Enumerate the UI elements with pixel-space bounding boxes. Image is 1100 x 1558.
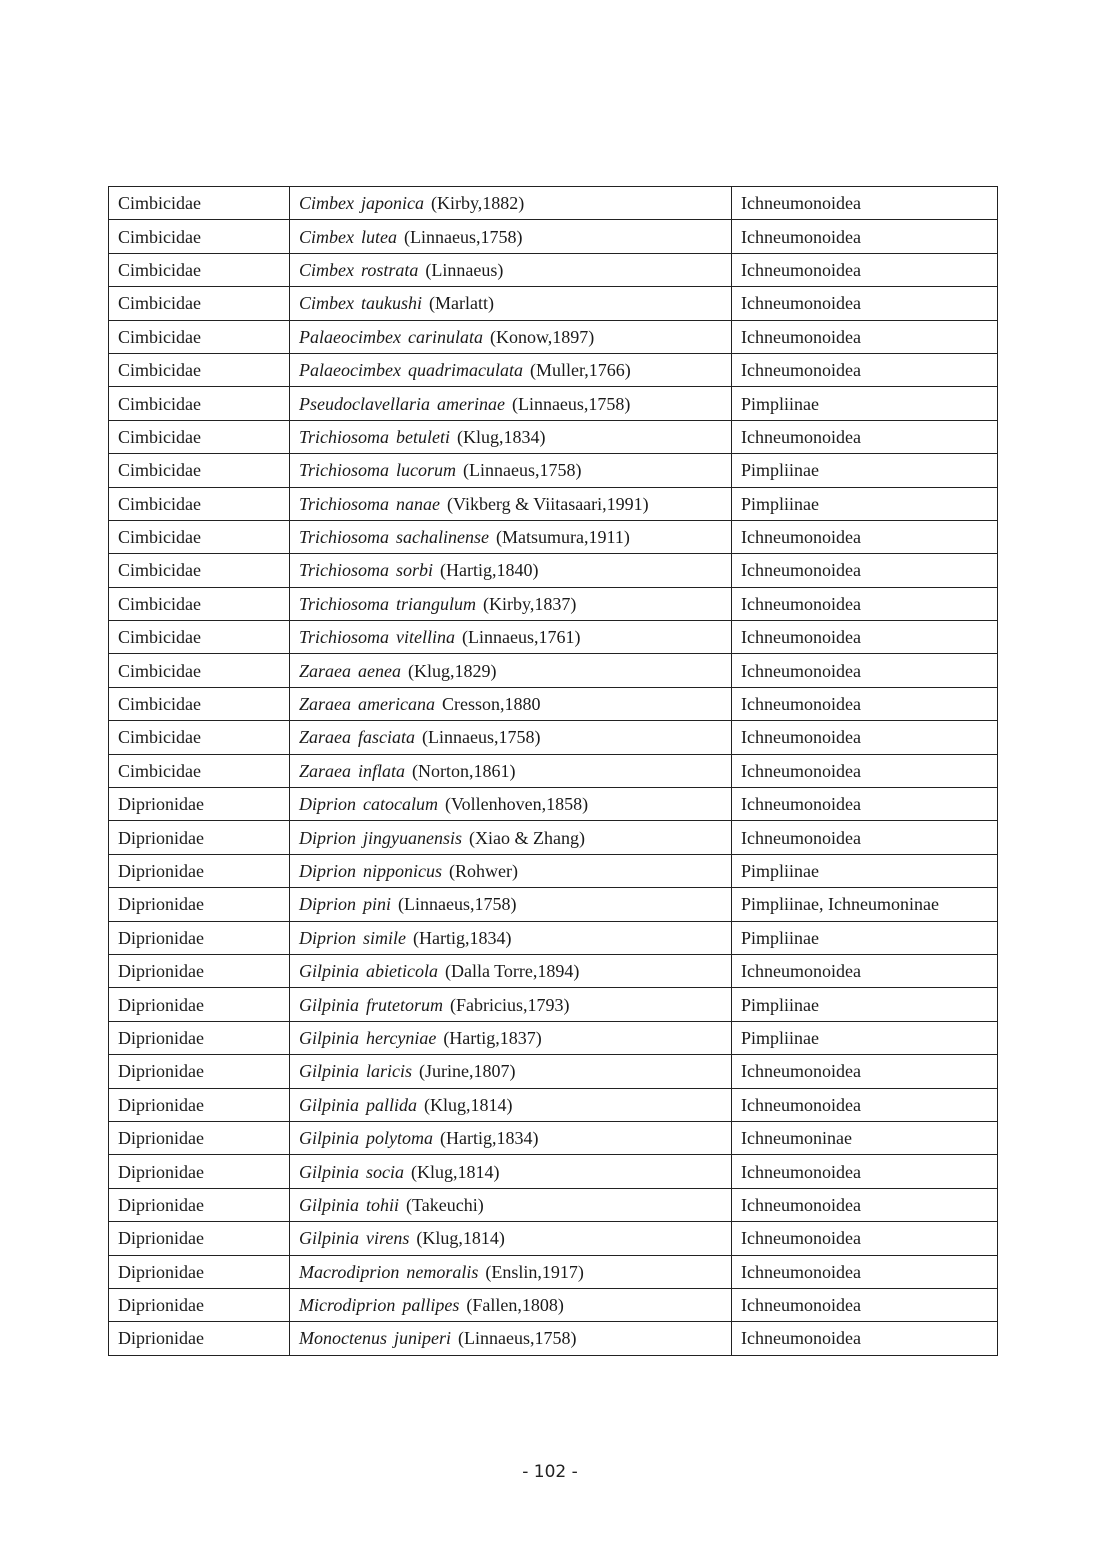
parasitoid-cell: Ichneumonoidea [732, 788, 998, 821]
species-epithet: virens [366, 1228, 410, 1249]
parasitoid-cell: Ichneumoninae [732, 1121, 998, 1154]
species-epithet: pallida [366, 1094, 418, 1115]
family-cell: Cimbicidae [109, 220, 290, 253]
family-cell: Diprionidae [109, 1255, 290, 1288]
species-epithet: quadrimaculata [407, 360, 523, 381]
genus-name: Cimbex [299, 226, 354, 247]
species-epithet: sachalinense [396, 527, 490, 548]
species-authority: (Klug,1814) [411, 1161, 500, 1182]
family-cell: Cimbicidae [109, 520, 290, 553]
genus-name: Diprion [299, 861, 357, 881]
table-row [109, 687, 998, 720]
species-cell [290, 353, 732, 386]
species-authority: (Klug,1834) [457, 426, 546, 447]
species-authority: (Marlatt) [428, 293, 494, 314]
genus-name: Palaeocimbex [299, 326, 401, 347]
species-epithet: tohii [366, 1194, 400, 1215]
parasitoid-cell: Ichneumonoidea [732, 1088, 998, 1121]
species-authority: (Linnaeus,1758) [403, 226, 523, 247]
table-row [109, 821, 998, 854]
species-authority: (Klug,1829) [408, 660, 497, 681]
species-cell [290, 454, 732, 487]
species-authority: (Fallen,1808) [466, 1295, 564, 1316]
table-row [109, 187, 998, 220]
species-authority: (Linnaeus,1758) [422, 727, 541, 748]
species-cell [290, 654, 732, 687]
genus-name: Trichiosoma [299, 460, 390, 481]
species-cell [290, 520, 732, 553]
species-epithet: japonica [360, 193, 424, 214]
family-cell: Diprionidae [109, 854, 290, 887]
table-row [109, 320, 998, 353]
species-cell [290, 1121, 732, 1154]
genus-name: Trichiosoma [299, 627, 390, 648]
table-row [109, 988, 998, 1021]
parasitoid-cell: Ichneumonoidea [732, 1155, 998, 1188]
species-cell [290, 587, 732, 620]
family-cell: Diprionidae [109, 921, 290, 954]
species-cell [290, 1155, 732, 1188]
species-epithet: americana [358, 694, 435, 715]
genus-name: Diprion [299, 827, 357, 848]
genus-name: Gilpinia [299, 961, 360, 982]
family-cell: Cimbicidae [109, 621, 290, 654]
parasitoid-cell: Ichneumonoidea [732, 1188, 998, 1221]
species-authority: (Dalla Torre,1894) [445, 961, 580, 982]
species-authority: (Vikberg & Viitasaari,1991) [447, 493, 649, 514]
family-cell: Cimbicidae [109, 587, 290, 620]
parasitoid-cell: Ichneumonoidea [732, 220, 998, 253]
parasitoid-cell: Pimpliinae, Ichneumoninae [732, 888, 998, 921]
family-cell: Cimbicidae [109, 687, 290, 720]
family-cell: Diprionidae [109, 821, 290, 854]
species-epithet: jingyuanensis [363, 827, 463, 848]
species-authority: Cresson,1880 [442, 694, 541, 715]
family-cell: Cimbicidae [109, 554, 290, 587]
family-cell: Diprionidae [109, 1288, 290, 1321]
species-cell [290, 287, 732, 320]
species-epithet: juniperi [393, 1328, 451, 1349]
parasitoid-cell: Pimpliinae [732, 487, 998, 520]
genus-name: Trichiosoma [299, 426, 390, 447]
species-cell [290, 754, 732, 787]
species-authority: (Takeuchi) [406, 1194, 484, 1215]
genus-name: Gilpinia [299, 1128, 360, 1149]
table-row [109, 420, 998, 453]
parasitoid-cell: Ichneumonoidea [732, 821, 998, 854]
table-row [109, 253, 998, 286]
genus-name: Zaraea [299, 727, 352, 748]
species-epithet: nipponicus [363, 861, 443, 881]
species-cell [290, 1288, 732, 1321]
species-epithet: laricis [366, 1061, 413, 1082]
species-epithet: simile [363, 927, 407, 948]
genus-name: Zaraea [299, 760, 352, 781]
genus-name: Macrodiprion [299, 1261, 400, 1282]
species-epithet: lucorum [396, 460, 457, 481]
species-epithet: amerinae [436, 393, 505, 414]
species-table-container [108, 186, 997, 1356]
species-epithet: polytoma [366, 1128, 434, 1149]
species-cell [290, 988, 732, 1021]
species-authority: (Matsumura,1911) [496, 527, 630, 548]
species-epithet: taukushi [360, 293, 422, 314]
table-row [109, 888, 998, 921]
species-epithet: vitellina [396, 627, 456, 648]
genus-name: Diprion [299, 927, 357, 948]
family-cell: Cimbicidae [109, 754, 290, 787]
species-authority: (Linnaeus,1758) [511, 393, 631, 414]
species-cell [290, 954, 732, 987]
table-row [109, 854, 998, 887]
parasitoid-cell: Ichneumonoidea [732, 754, 998, 787]
genus-name: Gilpinia [299, 1061, 360, 1082]
species-cell [290, 554, 732, 587]
table-row [109, 654, 998, 687]
genus-name: Pseudoclavellaria [299, 393, 430, 414]
table-row [109, 220, 998, 253]
family-cell: Diprionidae [109, 1322, 290, 1355]
table-row [109, 921, 998, 954]
species-cell [290, 1322, 732, 1355]
parasitoid-cell: Pimpliinae [732, 454, 998, 487]
family-cell: Diprionidae [109, 954, 290, 987]
species-authority: (Hartig,1837) [443, 1027, 542, 1048]
table-row [109, 520, 998, 553]
species-authority: (Fabricius,1793) [450, 994, 570, 1015]
table-row [109, 487, 998, 520]
parasitoid-cell: Pimpliinae [732, 1021, 998, 1054]
parasitoid-cell: Ichneumonoidea [732, 721, 998, 754]
genus-name: Trichiosoma [299, 593, 390, 614]
species-cell [290, 854, 732, 887]
table-row [109, 1088, 998, 1121]
species-cell [290, 921, 732, 954]
family-cell: Cimbicidae [109, 187, 290, 220]
family-cell: Diprionidae [109, 1021, 290, 1054]
parasitoid-cell: Ichneumonoidea [732, 1322, 998, 1355]
family-cell: Diprionidae [109, 788, 290, 821]
table-row [109, 621, 998, 654]
species-epithet: catocalum [363, 794, 438, 815]
parasitoid-cell: Ichneumonoidea [732, 320, 998, 353]
species-cell [290, 687, 732, 720]
parasitoid-cell: Ichneumonoidea [732, 287, 998, 320]
species-cell [290, 487, 732, 520]
species-epithet: triangulum [396, 593, 477, 614]
species-authority: (Klug,1814) [416, 1228, 505, 1249]
genus-name: Gilpinia [299, 1228, 360, 1249]
species-authority: (Jurine,1807) [419, 1061, 516, 1082]
family-cell: Cimbicidae [109, 420, 290, 453]
species-authority: (Linnaeus,1758) [457, 1328, 577, 1349]
family-cell: Cimbicidae [109, 353, 290, 386]
parasitoid-cell: Ichneumonoidea [732, 1288, 998, 1321]
species-epithet: frutetorum [366, 994, 444, 1015]
table-row [109, 554, 998, 587]
table-row [109, 587, 998, 620]
table-row [109, 721, 998, 754]
species-authority: (Xiao & Zhang) [469, 827, 585, 848]
species-epithet: nemoralis [406, 1261, 479, 1282]
species-cell [290, 1255, 732, 1288]
genus-name: Diprion [299, 794, 357, 815]
species-epithet: betuleti [396, 426, 451, 447]
family-cell: Cimbicidae [109, 454, 290, 487]
species-epithet: nanae [396, 493, 441, 514]
species-cell [290, 420, 732, 453]
species-authority: (Hartig,1834) [413, 927, 512, 948]
table-row [109, 1155, 998, 1188]
species-cell [290, 1055, 732, 1088]
genus-name: Cimbex [299, 193, 354, 214]
parasitoid-cell: Ichneumonoidea [732, 954, 998, 987]
table-row [109, 954, 998, 987]
table-row [109, 1255, 998, 1288]
species-cell [290, 320, 732, 353]
parasitoid-cell: Ichneumonoidea [732, 687, 998, 720]
species-epithet: aenea [358, 660, 401, 681]
parasitoid-cell: Pimpliinae [732, 921, 998, 954]
parasitoid-cell: Ichneumonoidea [732, 554, 998, 587]
table-row [109, 1288, 998, 1321]
table-row [109, 1222, 998, 1255]
parasitoid-cell: Ichneumonoidea [732, 1255, 998, 1288]
table-row [109, 788, 998, 821]
species-epithet: inflata [358, 760, 406, 781]
species-epithet: abieticola [366, 961, 438, 982]
family-cell: Diprionidae [109, 888, 290, 921]
family-cell: Cimbicidae [109, 287, 290, 320]
species-authority: (Kirby,1837) [483, 593, 577, 614]
table-row [109, 287, 998, 320]
table-row [109, 1021, 998, 1054]
table-row [109, 1121, 998, 1154]
genus-name: Gilpinia [299, 1194, 360, 1215]
species-authority: (Linnaeus) [425, 259, 504, 280]
family-cell: Diprionidae [109, 1055, 290, 1088]
genus-name: Cimbex [299, 293, 354, 314]
page-number: - 102 - [522, 1462, 578, 1482]
species-cell [290, 1222, 732, 1255]
species-epithet: pallipes [402, 1295, 460, 1316]
species-cell [290, 387, 732, 420]
genus-name: Zaraea [299, 660, 352, 681]
species-authority: (Linnaeus,1758) [463, 460, 582, 481]
family-cell: Diprionidae [109, 1188, 290, 1221]
species-cell [290, 621, 732, 654]
species-epithet: rostrata [360, 259, 419, 280]
species-authority: (Muller,1766) [529, 360, 631, 381]
genus-name: Trichiosoma [299, 527, 390, 548]
table-row [109, 754, 998, 787]
parasitoid-cell: Ichneumonoidea [732, 187, 998, 220]
species-cell [290, 1188, 732, 1221]
species-cell [290, 220, 732, 253]
species-authority: (Kirby,1882) [430, 193, 525, 214]
species-cell [290, 721, 732, 754]
family-cell: Cimbicidae [109, 487, 290, 520]
species-cell [290, 888, 732, 921]
genus-name: Gilpinia [299, 994, 360, 1015]
parasitoid-cell: Ichneumonoidea [732, 1222, 998, 1255]
species-epithet: hercyniae [366, 1027, 437, 1048]
family-cell: Diprionidae [109, 988, 290, 1021]
species-epithet: sorbi [396, 560, 434, 581]
species-epithet: fasciata [358, 727, 416, 748]
species-authority: (Konow,1897) [489, 326, 595, 347]
species-authority: (Linnaeus,1761) [462, 627, 581, 648]
parasitoid-cell: Ichneumonoidea [732, 253, 998, 286]
species-authority: (Hartig,1834) [440, 1128, 539, 1149]
species-epithet: lutea [360, 226, 397, 247]
table-row [109, 353, 998, 386]
family-cell: Diprionidae [109, 1155, 290, 1188]
family-cell: Cimbicidae [109, 721, 290, 754]
genus-name: Gilpinia [299, 1161, 360, 1182]
table-row [109, 1055, 998, 1088]
parasitoid-cell: Pimpliinae [732, 988, 998, 1021]
species-authority: (Linnaeus,1758) [398, 894, 517, 915]
species-authority: (Rohwer) [449, 861, 518, 881]
species-epithet: pini [363, 894, 392, 915]
sawfly-parasitoid-table [108, 186, 998, 1356]
species-epithet: carinulata [407, 326, 483, 347]
genus-name: Cimbex [299, 259, 354, 280]
parasitoid-cell: Ichneumonoidea [732, 353, 998, 386]
genus-name: Zaraea [299, 694, 352, 715]
family-cell: Cimbicidae [109, 320, 290, 353]
species-authority: (Enslin,1917) [485, 1261, 584, 1282]
parasitoid-cell: Ichneumonoidea [732, 654, 998, 687]
species-cell [290, 821, 732, 854]
genus-name: Trichiosoma [299, 493, 390, 514]
parasitoid-cell: Ichneumonoidea [732, 1055, 998, 1088]
family-cell: Cimbicidae [109, 253, 290, 286]
genus-name: Gilpinia [299, 1027, 360, 1048]
species-authority: (Klug,1814) [424, 1094, 513, 1115]
family-cell: Diprionidae [109, 1121, 290, 1154]
species-cell [290, 1088, 732, 1121]
table-row [109, 454, 998, 487]
genus-name: Gilpinia [299, 1094, 360, 1115]
genus-name: Trichiosoma [299, 560, 390, 581]
species-authority: (Hartig,1840) [440, 560, 539, 581]
family-cell: Diprionidae [109, 1088, 290, 1121]
parasitoid-cell: Ichneumonoidea [732, 420, 998, 453]
species-cell [290, 1021, 732, 1054]
species-authority: (Vollenhoven,1858) [445, 794, 589, 815]
table-row [109, 1188, 998, 1221]
table-row [109, 387, 998, 420]
species-epithet: socia [366, 1161, 405, 1182]
parasitoid-cell: Ichneumonoidea [732, 520, 998, 553]
species-cell [290, 253, 732, 286]
genus-name: Diprion [299, 894, 357, 915]
parasitoid-cell: Ichneumonoidea [732, 621, 998, 654]
table-row [109, 1322, 998, 1355]
family-cell: Cimbicidae [109, 387, 290, 420]
genus-name: Microdiprion [299, 1295, 396, 1316]
species-cell [290, 788, 732, 821]
parasitoid-cell: Pimpliinae [732, 854, 998, 887]
family-cell: Diprionidae [109, 1222, 290, 1255]
parasitoid-cell: Pimpliinae [732, 387, 998, 420]
table-body [109, 187, 998, 1356]
genus-name: Palaeocimbex [299, 360, 401, 381]
parasitoid-cell: Ichneumonoidea [732, 587, 998, 620]
species-authority: (Norton,1861) [412, 760, 516, 781]
family-cell: Cimbicidae [109, 654, 290, 687]
genus-name: Monoctenus [299, 1328, 387, 1349]
species-cell [290, 187, 732, 220]
